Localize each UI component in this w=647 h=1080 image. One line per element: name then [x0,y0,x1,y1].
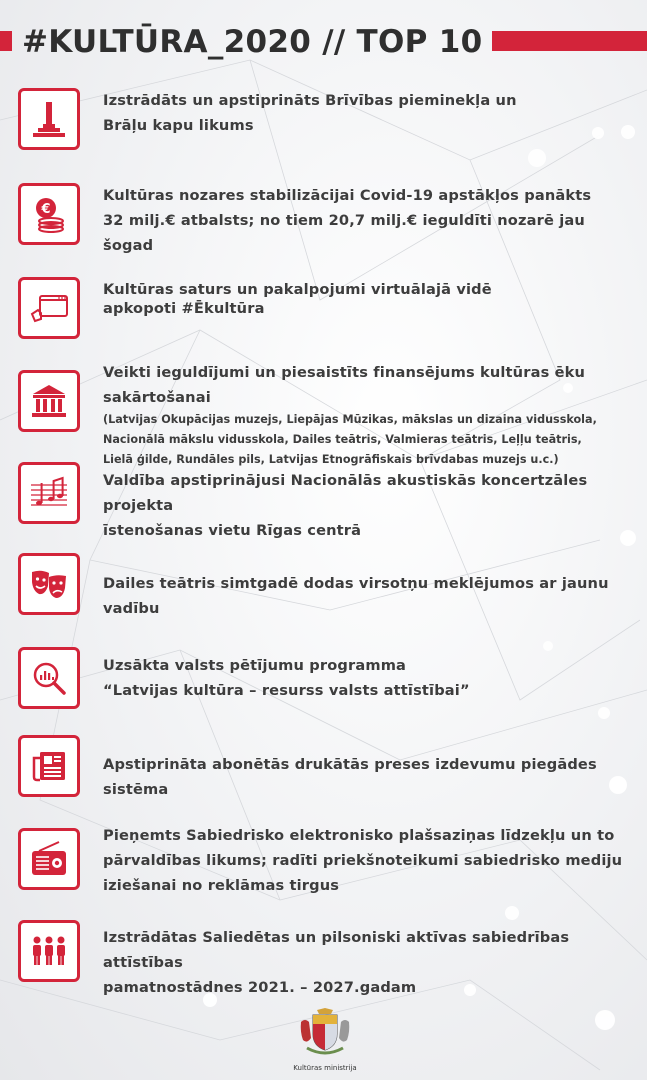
icon-box [18,88,80,150]
newspaper-icon [29,746,69,786]
icon-box [18,735,80,797]
item-text: apkopoti #Ēkultūra [103,300,265,317]
item-text: īstenošanas vietu Rīgas centrā [103,522,362,539]
building-columns-icon [29,381,69,421]
euro-coins-icon [29,194,69,234]
ministry-name: Kultūras ministrija [293,1064,357,1072]
icon-box [18,920,80,982]
svg-text:€: € [41,202,51,217]
research-magnifier-icon [29,658,69,698]
item-text: pārvaldības likums; radīti priekšnoteikumi sabiedrisko mediju [103,852,623,869]
item-text: Apstiprināta abonētās drukātās preses izdevumu piegādes sistēma [103,756,597,798]
icon-box [18,183,80,245]
footer [280,1008,370,1072]
page-title: #KULTŪRA_2020 // TOP 10 [22,24,483,60]
header-bar-right [492,31,647,51]
people-group-icon [29,931,69,971]
icon-box [18,553,80,615]
item-text: Valdība apstiprinājusi Nacionālās akustiskās koncertzāles projekta [103,472,588,514]
item-text: Pieņemts Sabiedrisko elektronisko plašsaziņas līdzekļu un to [103,827,615,844]
item-text: Veikti ieguldījumi un piesaistīts finansējums kultūras ēku sakārtošanai [103,364,586,406]
header [0,22,647,62]
monument-icon [29,99,69,139]
item-text: Kultūras nozares stabilizācijai Covid-19 apstākļos panākts [103,187,592,204]
item-text: Izstrādātas Saliedētas un pilsoniski aktīvas sabiedrības attīstības [103,929,570,971]
music-notes-icon [29,473,69,513]
icon-box [18,370,80,432]
item-text: Uzsākta valsts pētījumu programma [103,657,407,674]
item-subtext: Nacionālā mākslu vidusskola, Dailes teātris, Valmieras teātris, Leļļu teātris, [103,433,582,446]
item-text: pamatnostādnes 2021. – 2027.gadam [103,979,417,996]
item-text: “Latvijas kultūra – resurss valsts attīstībai” [103,682,470,699]
coat-of-arms-icon [297,1008,353,1058]
icon-box [18,462,80,524]
icon-box [18,647,80,709]
item-text: Kultūras saturs un pakalpojumi virtuālajā vidē [103,281,492,298]
theatre-masks-icon [29,564,69,604]
item-text: Dailes teātris simtgadē dodas virsotņu meklējumos ar jaunu vadību [103,575,609,617]
item-subtext: (Latvijas Okupācijas muzejs, Liepājas Mūzikas, mākslas un dizaina vidusskola, [103,413,597,426]
item-text: Brāļu kapu likums [103,117,254,134]
item-text: Izstrādāts un apstiprināts Brīvības pieminekļa un [103,92,517,109]
icon-box [18,828,80,890]
header-bar-left [0,31,12,51]
radio-icon [29,839,69,879]
virtual-screen-icon [29,288,69,328]
item-subtext: Lielā ģilde, Rundāles pils, Latvijas Etnogrāfiskais brīvdabas muzejs u.c.) [103,453,559,466]
icon-box [18,277,80,339]
item-text: iziešanai no reklāmas tirgus [103,877,340,894]
item-text: 32 milj.€ atbalsts; no tiem 20,7 milj.€ ieguldīti nozarē jau šogad [103,212,585,254]
